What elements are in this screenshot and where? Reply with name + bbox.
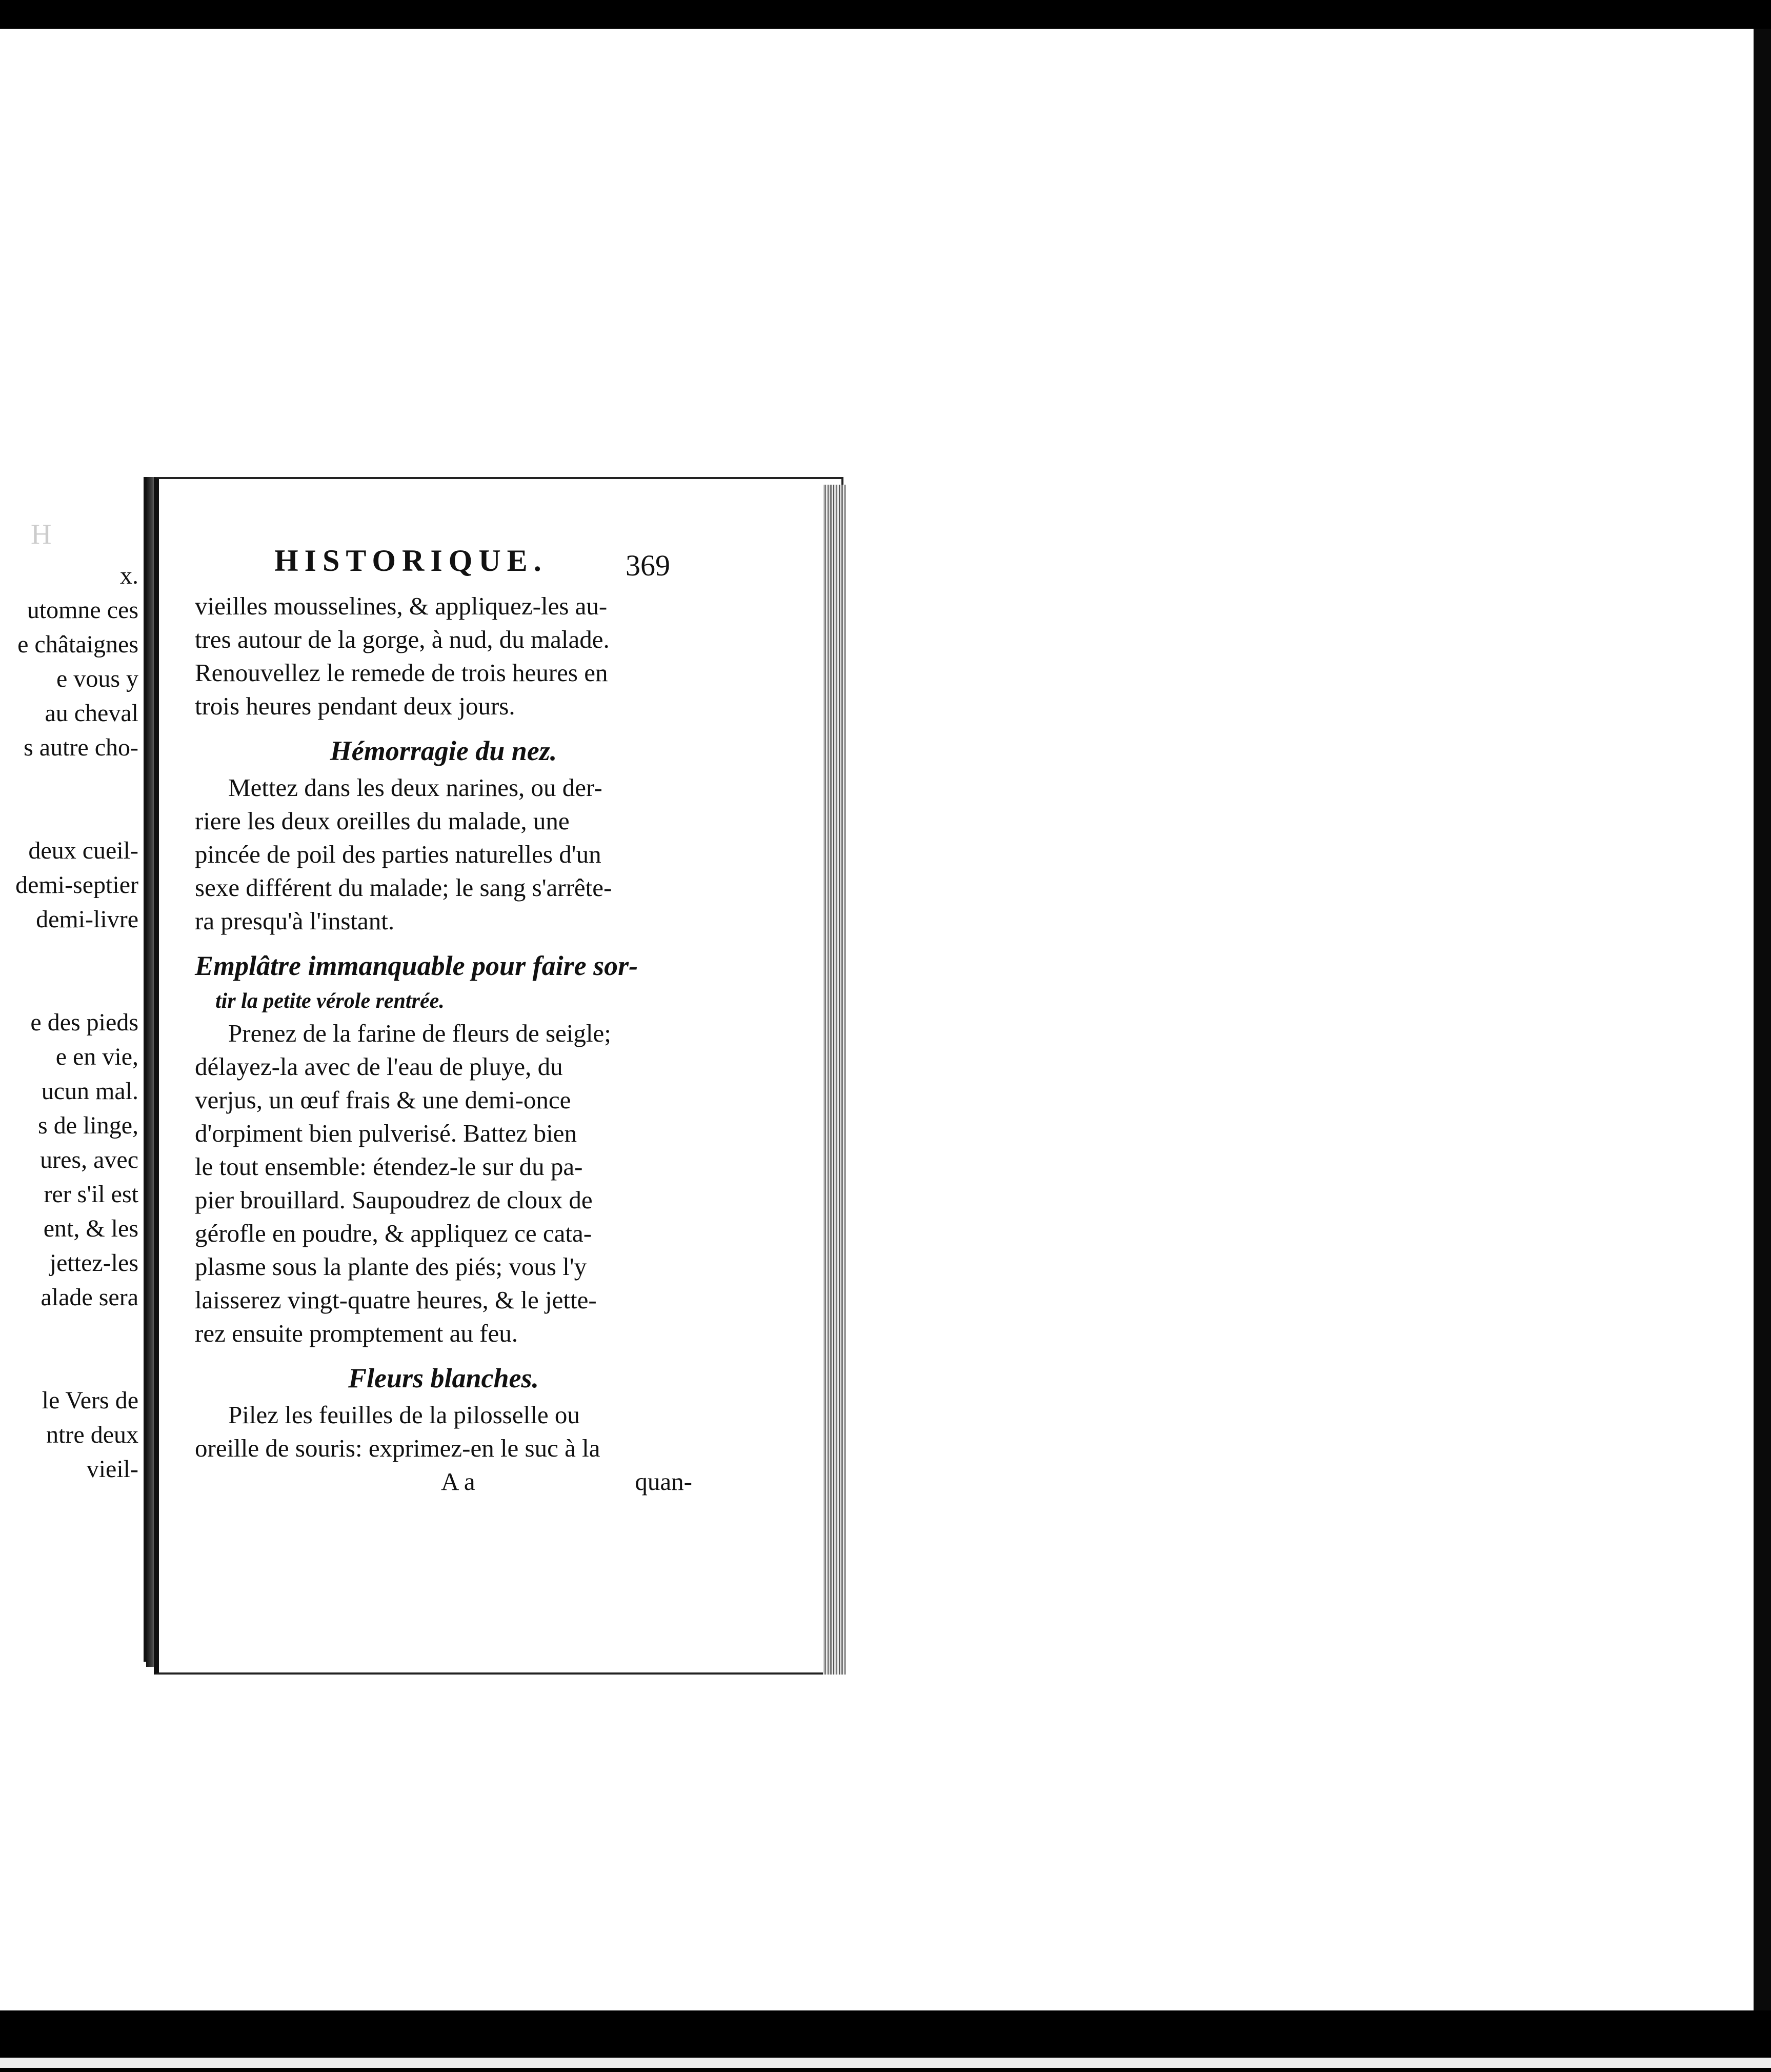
text-line: pier brouillard. Saupoudrez de cloux de — [195, 1186, 593, 1214]
left-text-line: ucun mal. — [41, 1078, 138, 1105]
text-line: délayez-la avec de l'eau de pluye, du — [195, 1052, 563, 1081]
left-text-line: x. — [120, 562, 138, 589]
section-heading-plaster-cont: tir la petite vérole rentrée. — [215, 989, 445, 1013]
left-text-line: s autre cho- — [24, 734, 138, 761]
left-text-line: ntre deux — [46, 1421, 138, 1448]
scan-border-right — [1754, 29, 1771, 2010]
left-page-header-fragment: H — [31, 519, 55, 550]
text-line: tres autour de la gorge, à nud, du malade. — [195, 625, 610, 653]
right-page — [154, 477, 843, 1675]
text-line: le tout ensemble: étendez-le sur du pa- — [195, 1152, 583, 1181]
left-text-line: alade sera — [41, 1284, 138, 1311]
section-nosebleed-paragraph — [195, 771, 692, 938]
left-text-line: deux cueil- — [28, 837, 138, 864]
text-line: pincée de poil des parties naturelles d'un — [195, 840, 601, 868]
catchword: quan- — [635, 1467, 692, 1496]
signature-mark: A a — [441, 1467, 475, 1496]
text-line: Prenez de la farine de fleurs de seigle; — [228, 1019, 611, 1047]
text-line: Pilez les feuilles de la pilosselle ou — [228, 1401, 580, 1429]
left-text-line: e châtaignes — [17, 631, 138, 658]
left-text-line: s de linge, — [38, 1112, 138, 1139]
left-text-line: e des pieds — [30, 1009, 138, 1036]
left-text-line: demi-septier — [15, 871, 138, 899]
section-plaster-paragraph — [195, 1017, 692, 1350]
section-white-flowers-paragraph — [195, 1398, 692, 1465]
text-line: laisserez vingt-quatre heures, & le jette- — [195, 1286, 597, 1314]
left-text-line: e en vie, — [55, 1043, 138, 1070]
text-line: oreille de souris: exprimez-en le suc à la — [195, 1434, 600, 1462]
text-line: sexe différent du malade; le sang s'arrête- — [195, 873, 612, 902]
section-heading-plaster: Emplâtre immanquable pour faire sor- — [195, 950, 638, 981]
section-heading-nosebleed: Hémorragie du nez. — [330, 735, 557, 766]
left-text-line: jettez-les — [49, 1249, 138, 1277]
text-line: verjus, un œuf frais & une demi-once — [195, 1086, 571, 1114]
text-line: d'orpiment bien pulverisé. Battez bien — [195, 1119, 577, 1147]
left-page — [0, 477, 149, 1662]
scan-border-bottom — [0, 2010, 1771, 2072]
text-line: rez ensuite promptement au feu. — [195, 1319, 518, 1347]
running-head: HISTORIQUE. — [274, 544, 548, 577]
page-body — [195, 589, 692, 1498]
left-text-line: demi-livre — [36, 906, 138, 933]
section-heading-white-flowers: Fleurs blanches. — [348, 1363, 539, 1393]
left-text-line: utomne ces — [27, 596, 138, 624]
text-line: vieilles mousselines, & appliquez-les au- — [195, 592, 608, 620]
intro-paragraph — [195, 589, 692, 723]
page-number: 369 — [626, 549, 670, 582]
text-line: Renouvellez le remede de trois heures en — [195, 659, 608, 687]
text-line: ra presqu'à l'instant. — [195, 907, 395, 935]
left-text-line: rer s'il est — [44, 1181, 138, 1208]
text-line: trois heures pendant deux jours. — [195, 692, 515, 720]
left-text-line: vieil- — [86, 1456, 138, 1483]
text-line: riere les deux oreilles du malade, une — [195, 807, 570, 835]
left-text-line: ent, & les — [43, 1215, 138, 1242]
page-footer — [195, 1465, 692, 1498]
left-text-line: e vous y — [56, 665, 138, 692]
text-line: Mettez dans les deux narines, ou der- — [228, 773, 602, 802]
text-line: gérofle en poudre, & appliquez ce cata- — [195, 1219, 592, 1247]
left-text-line: au cheval — [45, 700, 138, 727]
left-text-line: ures, avec — [40, 1146, 138, 1173]
left-text-line: le Vers de — [42, 1387, 138, 1414]
text-line: plasme sous la plante des piés; vous l'y — [195, 1252, 587, 1281]
page-fore-edge — [823, 485, 846, 1675]
